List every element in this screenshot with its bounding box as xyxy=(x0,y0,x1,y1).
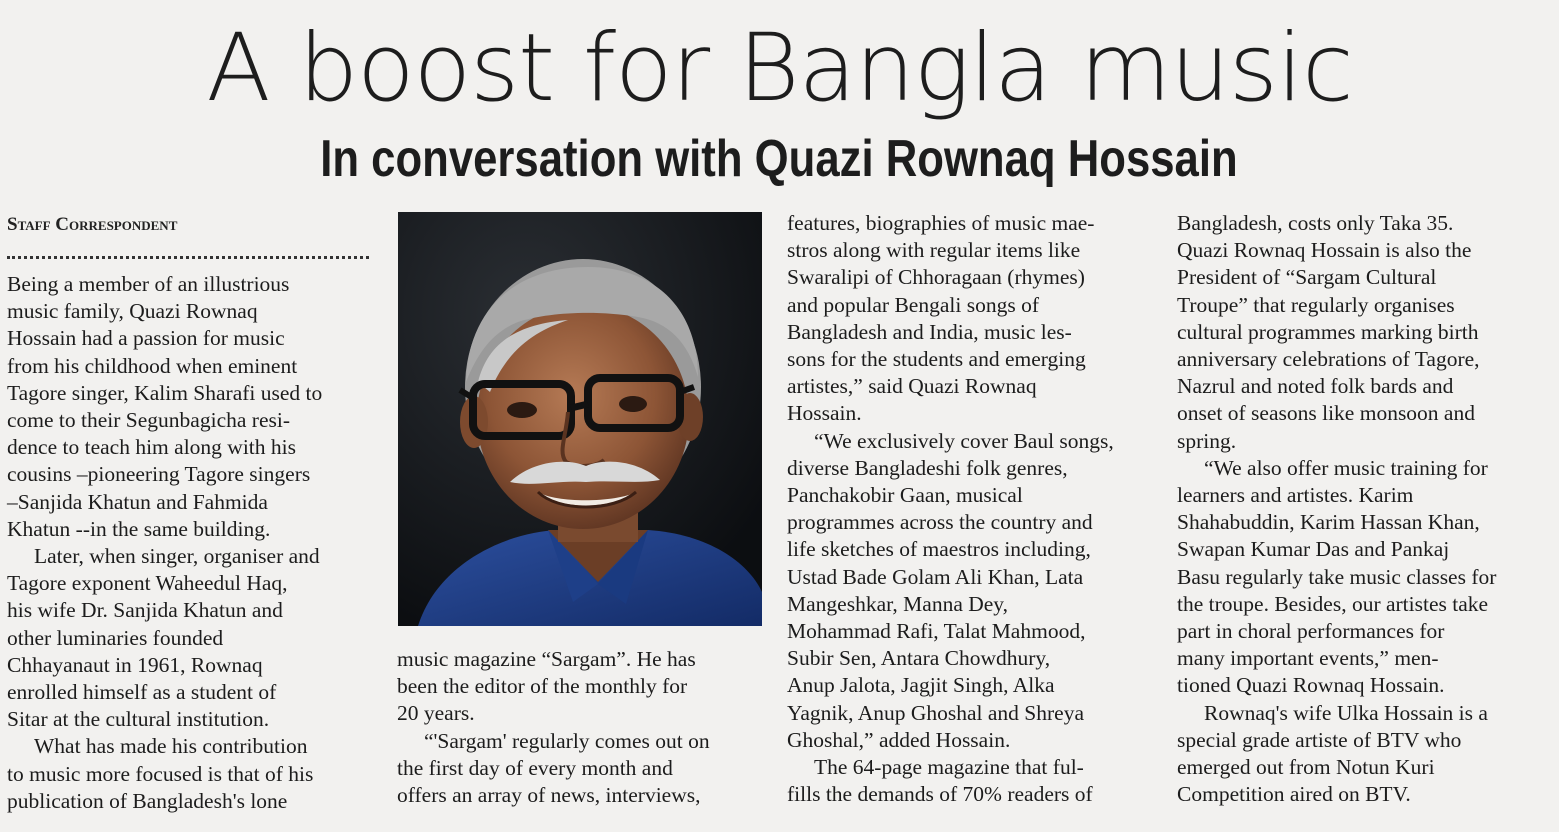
article-line: cousins –pioneering Tagore singers xyxy=(7,462,311,487)
article-line: “'Sargam' regularly comes out on xyxy=(424,728,710,753)
article-line: come to their Segunbagicha resi- xyxy=(7,408,290,433)
article-line: and popular Bengali songs of xyxy=(787,292,1039,317)
article-line: many important events,” men- xyxy=(1177,646,1439,671)
byline: Staff Correspondent xyxy=(7,214,178,235)
article-line: cultural programmes marking birth xyxy=(1177,319,1479,344)
article-line: stros along with regular items like xyxy=(787,238,1081,263)
article-line: music family, Quazi Rownaq xyxy=(7,299,258,324)
article-line: dence to teach him along with his xyxy=(7,435,296,460)
article-line: been the editor of the monthly for xyxy=(397,674,688,699)
article-line: Mohammad Rafi, Talat Mahmood, xyxy=(787,619,1086,644)
article-line: Competition aired on BTV. xyxy=(1177,782,1411,807)
article-line: Quazi Rownaq Hossain is also the xyxy=(1177,238,1472,263)
article-line: his wife Dr. Sanjida Khatun and xyxy=(7,598,283,623)
article-line: Mangeshkar, Manna Dey, xyxy=(787,591,1009,616)
article-line: enrolled himself as a student of xyxy=(7,680,277,705)
article-line: the troupe. Besides, our artistes take xyxy=(1177,591,1489,616)
article-line: part in choral performances for xyxy=(1177,619,1445,644)
article-line: Subir Sen, Antara Chowdhury, xyxy=(787,646,1051,671)
article-line: Nazrul and noted folk bards and xyxy=(1177,374,1454,399)
article-line: tioned Quazi Rownaq Hossain. xyxy=(1177,673,1445,698)
byline-divider xyxy=(7,256,369,259)
article-line: sons for the students and emerging xyxy=(787,347,1086,372)
article-line: learners and artistes. Karim xyxy=(1177,483,1414,508)
article-line: Hossain. xyxy=(787,401,862,426)
article-line: Basu regularly take music classes for xyxy=(1177,564,1497,589)
article-line: diverse Bangladeshi folk genres, xyxy=(787,455,1068,480)
article-line: Later, when singer, organiser and xyxy=(34,544,320,569)
article-line: features, biographies of music mae- xyxy=(787,211,1095,235)
article-line: Yagnik, Anup Ghoshal and Shreya xyxy=(787,700,1085,725)
article-line: programmes across the country and xyxy=(787,510,1093,535)
article-line: fills the demands of 70% readers of xyxy=(787,782,1093,807)
article-line: Panchakobir Gaan, musical xyxy=(787,483,1023,508)
article-line: Ustad Bade Golam Ali Khan, Lata xyxy=(787,564,1084,589)
article-line: life sketches of maestros including, xyxy=(787,537,1091,562)
article-line: anniversary celebrations of Tagore, xyxy=(1177,347,1480,372)
article-line: other luminaries founded xyxy=(7,625,224,650)
article-line: Anup Jalota, Jagjit Singh, Alka xyxy=(787,673,1055,698)
portrait-illustration xyxy=(398,212,762,626)
article-line: “We exclusively cover Baul songs, xyxy=(814,428,1114,453)
article-line: onset of seasons like monsoon and xyxy=(1177,401,1475,426)
article-line: Chhayanaut in 1961, Rownaq xyxy=(7,652,263,677)
article-line: emerged out from Notun Kuri xyxy=(1177,755,1435,780)
article-line: Bangladesh, costs only Taka 35. xyxy=(1177,211,1454,235)
article-line: Hossain had a passion for music xyxy=(7,326,285,351)
article-line: The 64-page magazine that ful- xyxy=(814,755,1084,780)
article-line: Shahabuddin, Karim Hassan Khan, xyxy=(1177,510,1480,535)
article-line: Swapan Kumar Das and Pankaj xyxy=(1177,537,1450,562)
article-line: music magazine “Sargam”. He has xyxy=(397,647,696,671)
article-line: special grade artiste of BTV who xyxy=(1177,727,1462,752)
article-line: from his childhood when eminent xyxy=(7,353,298,378)
article-line: 20 years. xyxy=(397,701,475,726)
article-line: Khatun --in the same building. xyxy=(7,516,271,541)
article-column-2 xyxy=(397,646,710,809)
headline: A boost for Bangla music xyxy=(206,14,1353,123)
article-line: Being a member of an illustrious xyxy=(7,272,290,296)
article-line: Bangladesh and India, music les- xyxy=(787,319,1072,344)
article-line: spring. xyxy=(1177,428,1237,453)
article-line: Sitar at the cultural institution. xyxy=(7,707,270,732)
article-line: “We also offer music training for xyxy=(1204,455,1488,480)
article-line: offers an array of news, interviews, xyxy=(397,783,701,808)
article-line: Tagore exponent Waheedul Haq, xyxy=(7,571,288,596)
article-line: Tagore singer, Kalim Sharafi used to xyxy=(7,380,323,405)
article-line: publication of Bangladesh's lone xyxy=(7,788,288,813)
portrait-photo xyxy=(398,212,762,626)
article-line: –Sanjida Khatun and Fahmida xyxy=(7,489,268,514)
article-column-4 xyxy=(1177,210,1496,808)
article-column-3 xyxy=(787,210,1114,808)
article-line: the first day of every month and xyxy=(397,755,673,780)
article-line: to music more focused is that of his xyxy=(7,761,314,786)
subheadline: In conversation with Quazi Rownaq Hossain xyxy=(320,130,1238,188)
article-line: President of “Sargam Cultural xyxy=(1177,265,1437,290)
article-line: What has made his contribution xyxy=(34,734,308,759)
article-line: Troupe” that regularly organises xyxy=(1177,292,1455,317)
article-line: Swaralipi of Chhoragaan (rhymes) xyxy=(787,265,1085,290)
article-line: artistes,” said Quazi Rownaq xyxy=(787,374,1037,399)
article-column-1 xyxy=(7,271,322,815)
article-line: Rownaq's wife Ulka Hossain is a xyxy=(1204,700,1488,725)
article-line: Ghoshal,” added Hossain. xyxy=(787,727,1011,752)
